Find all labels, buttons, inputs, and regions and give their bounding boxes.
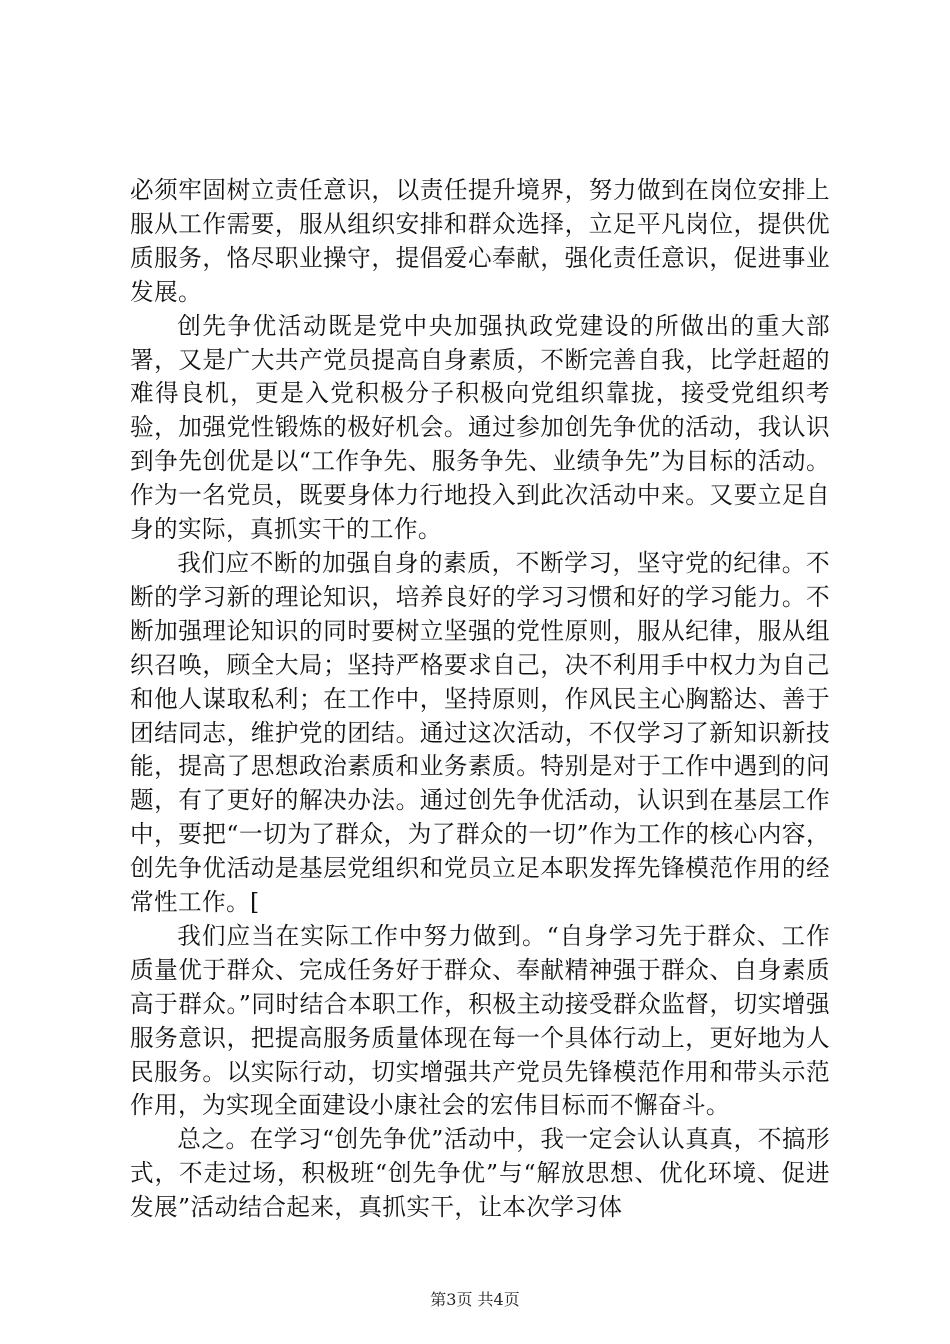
- paragraph-5: 总之。在学习“创先争优”活动中，我一定会认认真真，不搞形式，不走过场，积极班“创先争优”与“解放思想、优化环境、促进发展”活动结合起来，真抓实干，让本次学习体: [130, 1125, 830, 1222]
- page-number-footer: 第3页 共4页: [430, 1290, 520, 1309]
- paragraph-1: 必须牢固树立责任意识，以责任提升境界，努力做到在岗位安排上服从工作需要，服从组织安排和群众选择，立足平凡岗位，提供优质服务，恪尽职业操守，提倡爱心奉献，强化责任意识，促进事业发展。: [130, 176, 830, 306]
- paragraph-2: 创先争优活动既是党中央加强执政党建设的所做出的重大部署，又是广大共产党员提高自身素质，不断完善自我，比学赶超的难得良机，更是入党积极分子积极向党组织靠拢，接受党组织考验，加强党性锻炼的极好机会。通过参加创先争优的活动，我认识到争先创优是以“工作争先、服务争先、业绩争先”为目标的活动。作为一名党员，既要身体力行地投入到此次活动中来。又要立足自身的实际，真抓实干的工作。: [130, 311, 830, 544]
- document-body: [130, 174, 830, 1225]
- paragraph-4: 我们应当在实际工作中努力做到。“自身学习先于群众、工作质量优于群众、完成任务好于群众、奉献精神强于群众、自身素质高于群众。”同时结合本职工作，积极主动接受群众监督，切实增强服务意识，把提高服务质量体现在每一个具体行动上，更好地为人民服务。以实际行动，切实增强共产党员先锋模范作用和带头示范作用，为实现全面建设小康社会的宏伟目标而不懈奋斗。: [130, 921, 830, 1120]
- paragraph-3: 我们应不断的加强自身的素质，不断学习，坚守党的纪律。不断的学习新的理论知识，培养良好的学习习惯和好的学习能力。不断加强理论知识的同时要树立坚强的党性原则，服从纪律，服从组织召唤，顾全大局；坚持严格要求自己，决不利用手中权力为自己和他人谋取私利；在工作中，坚持原则，作风民主心胸豁达、善于团结同志，维护党的团结。通过这次活动，不仅学习了新知识新技能，提高了思想政治素质和业务素质。特别是对于工作中遇到的问题，有了更好的解决办法。通过创先争优活动，认识到在基层工作中，要把“一切为了群众，为了群众的一切”作为工作的核心内容，创先争优活动是基层党组织和党员立足本职发挥先锋模范作用的经常性工作。[: [130, 548, 830, 917]
